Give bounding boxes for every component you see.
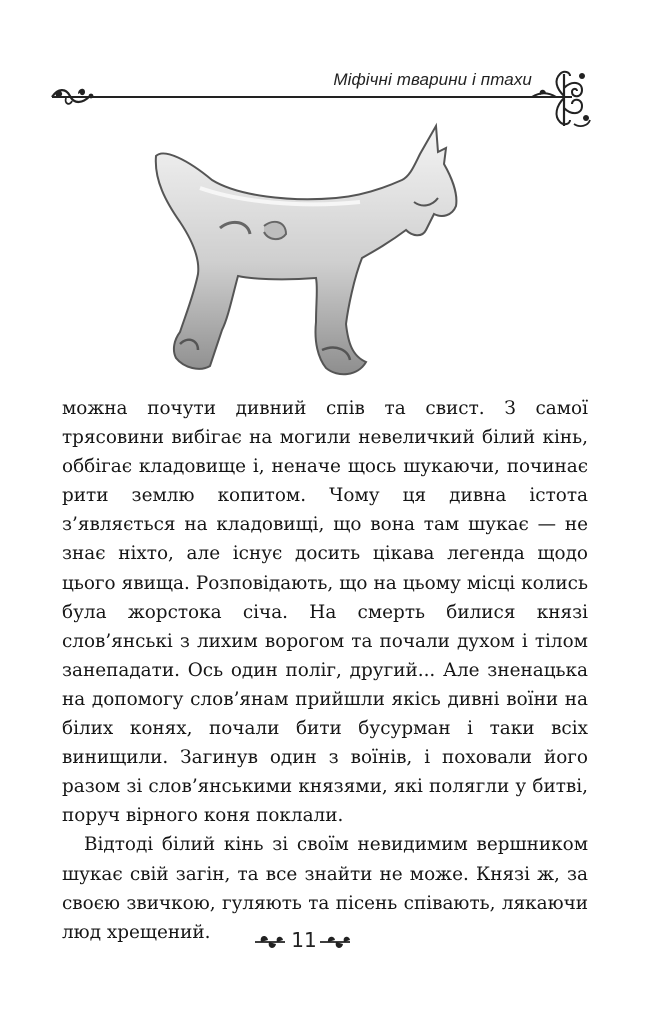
clay-horse-figurine	[140, 118, 480, 380]
paragraph: можна почути дивний спів та свист. З самої трясовини вибігає на могили невеличкий білий кінь, оббігає кладовище і, неначе щось шукаючи, починає рити землю копитом. Чому ця дивна істота з’являється на кладовищі, що вона там шукає — не знає ніхто, але існує досить цікава легенда щодо цього явища. Розповідають, що на цьому місці колись була жорстока січа. На смерть билися князі слов’янські з лихим ворогом та почали духом і тілом занепадати. Ось один поліг, другий... Але зненацька на допомогу слов’янам прийшли якісь дивні воїни на білих конях, почали бити бусурман і таки всіх винищили. Загинув один з воїнів, і поховали його разом зі слов’янськими князями, які полягли у битві, поруч вірного коня поклали.	[62, 398, 588, 827]
page-number: 11	[291, 928, 317, 952]
leaf-flourish-icon	[318, 932, 352, 952]
vine-ornament-icon	[48, 84, 94, 110]
page-footer	[0, 928, 658, 964]
header-rule	[52, 96, 572, 98]
body-text	[62, 394, 588, 947]
running-title: Міфічні тварини і птахи	[333, 70, 532, 89]
leaf-flourish-icon	[253, 932, 287, 952]
paragraph: Відтоді білий кінь зі своїм невидимим вершником шукає свій загін, та все знайти не може. Князі ж, за своєю звичкою, гуляють та пісень співають, лякаючи люд хрещений.	[62, 834, 588, 943]
corner-scroll-ornament-icon	[530, 68, 594, 132]
